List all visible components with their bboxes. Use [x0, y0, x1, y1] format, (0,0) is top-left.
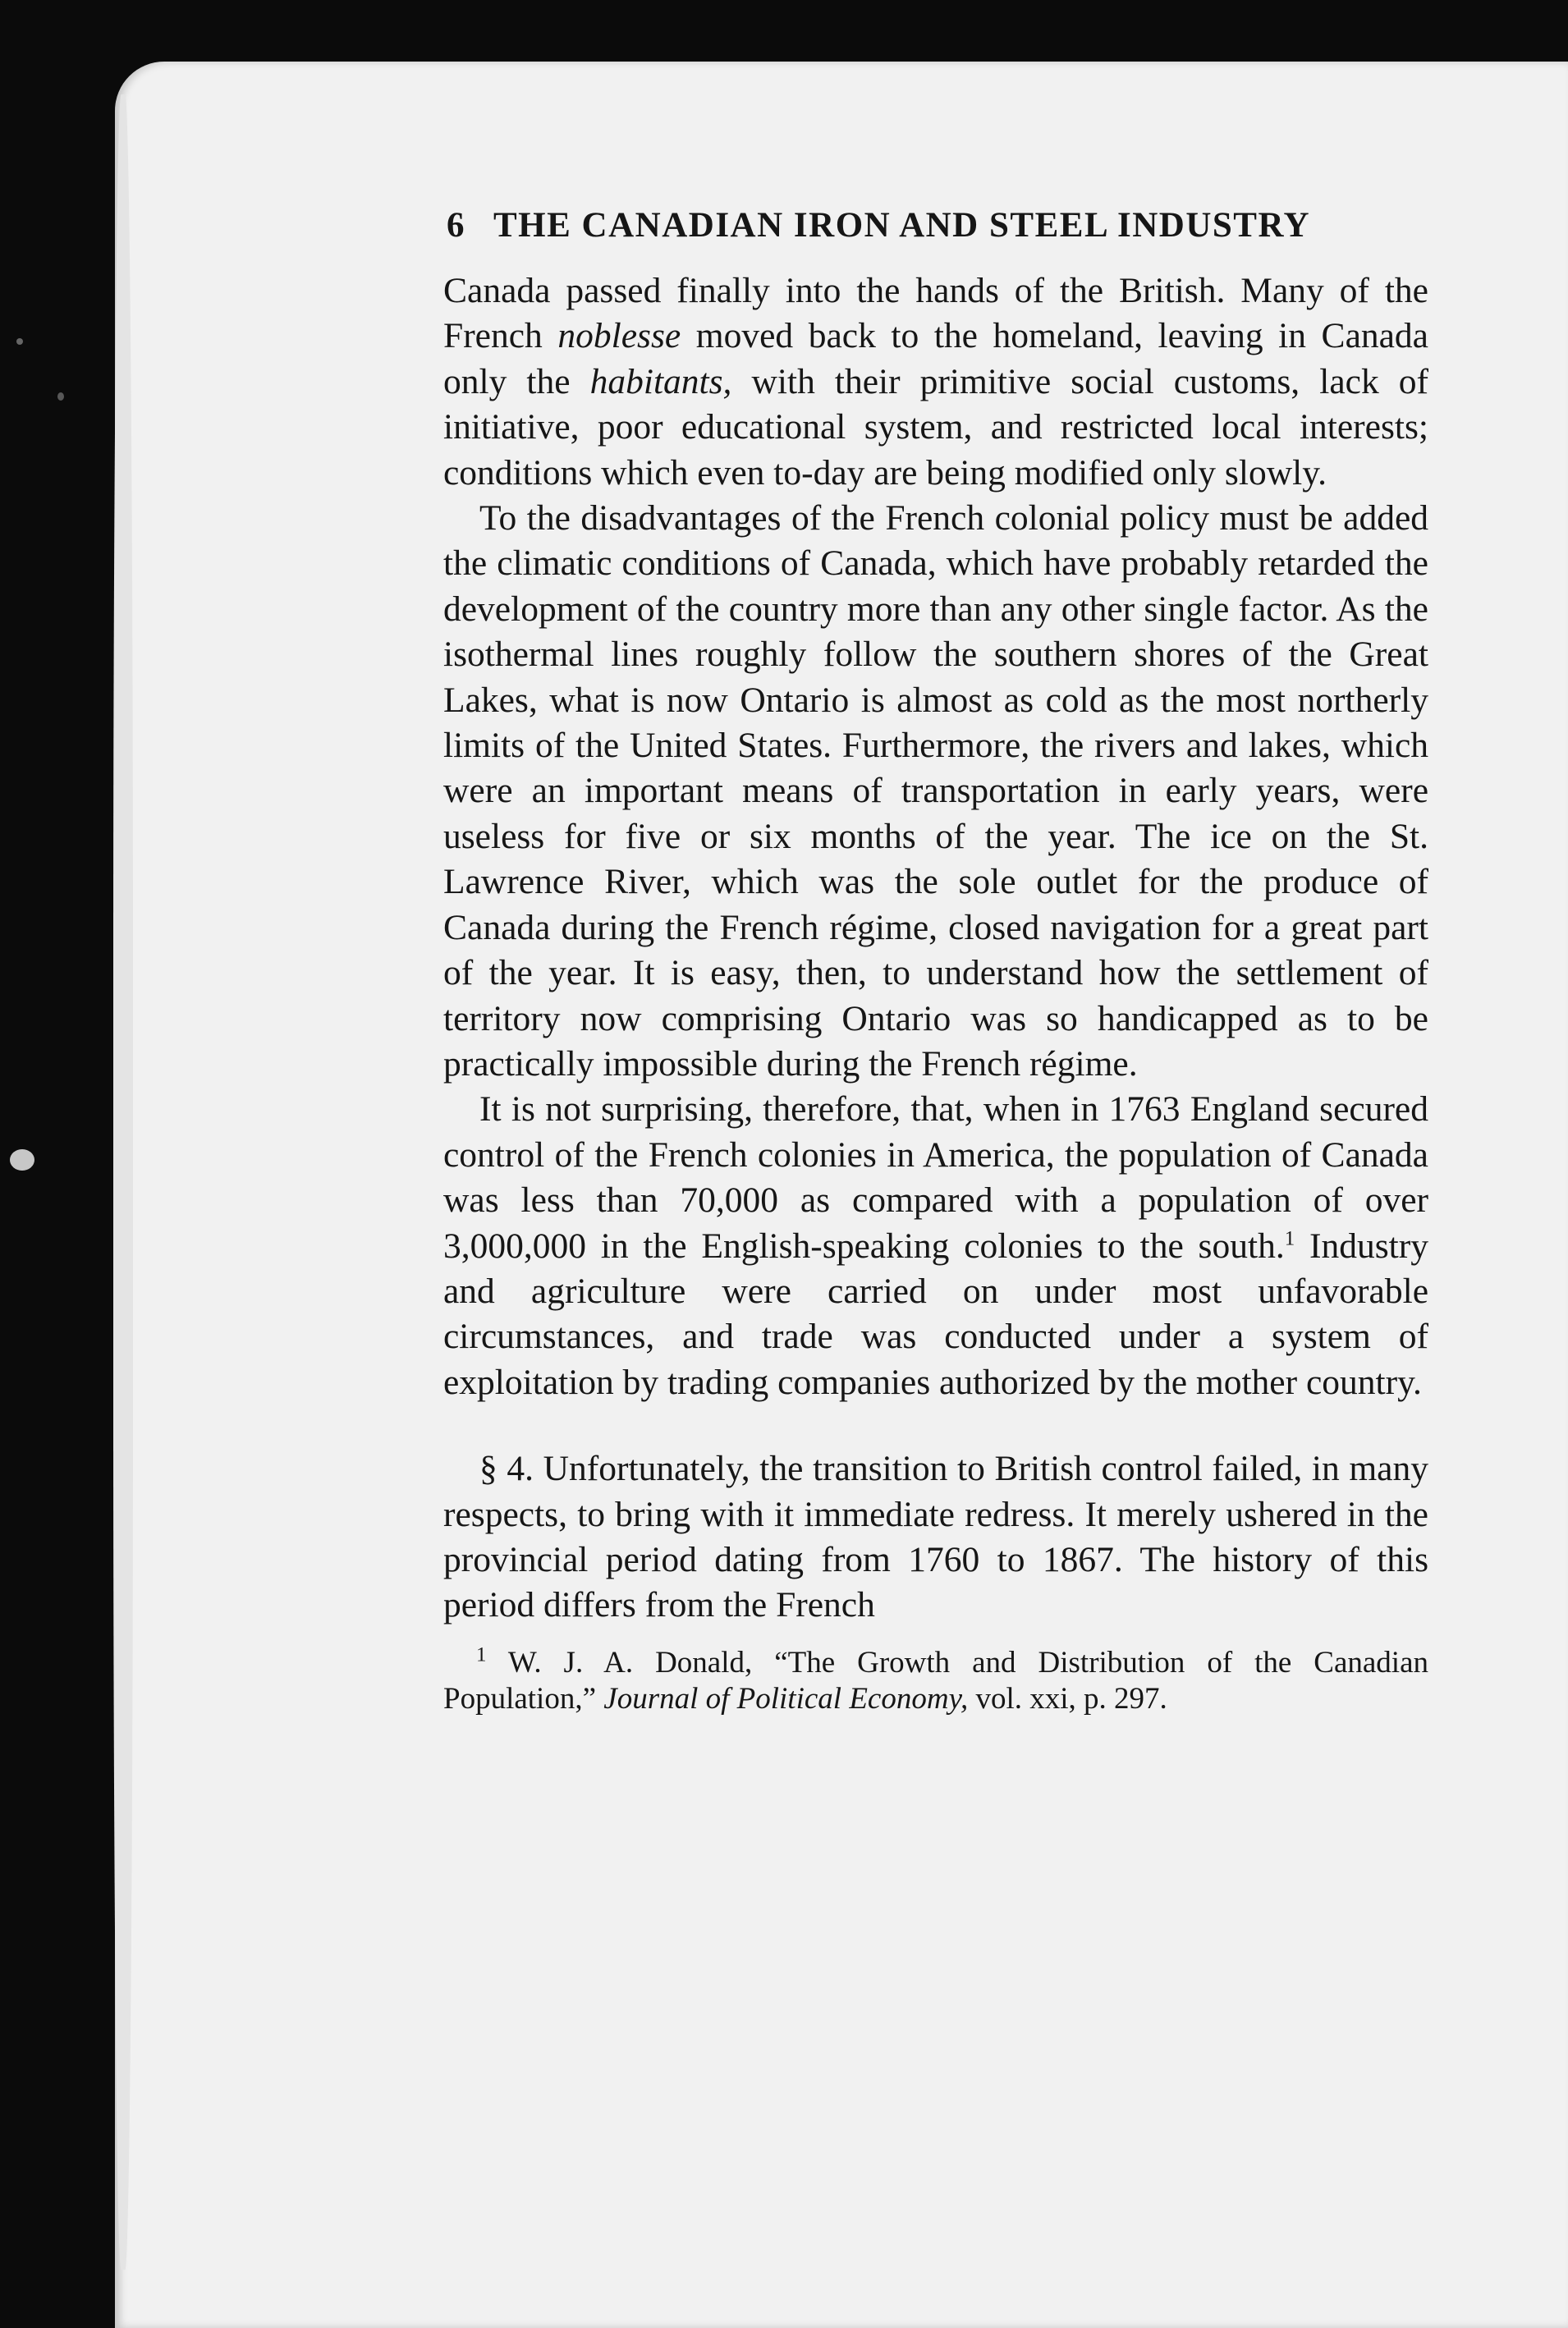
footnote-journal: Journal of Political Economy,	[603, 1681, 969, 1716]
paragraph-1-text-b: moved back to the homeland, leaving in Canada only the	[443, 316, 1428, 401]
italic-habitants: habitants,	[589, 361, 732, 401]
paragraph-3	[443, 1087, 1428, 1405]
section-4-paragraph	[443, 1446, 1428, 1629]
paragraph-1-text-c: with their primitive social customs, lack of initiative, poor educational system, and restricted local interests; conditions which even to-day are being modified only slowly.	[443, 361, 1428, 493]
footnote-author: W. J. A. Donald, “The Growth and Distribution of the Canadian Population,”	[443, 1645, 1428, 1716]
footnote-reference: 1	[1284, 1227, 1295, 1250]
paragraph-3-text-a: It is not surprising, therefore, that, when in 1763 England secured control of the French colonies in America, the population of Canada was less than 70,000 as compared with a population of over 3,000,000 in the English-speaking colonies to the south.	[443, 1089, 1428, 1266]
paragraph-1	[443, 268, 1428, 496]
page-number: 6	[447, 206, 465, 245]
paragraph-3-text-b: Industry and agriculture were carried on under most unfavorable circumstances, and trade was conducted under a system of exploitation by trading companies authorized by the mother country.	[443, 1226, 1428, 1402]
page-edge-highlight	[113, 94, 133, 2270]
footnote-citation: vol. xxi, p. 297.	[975, 1681, 1167, 1716]
running-head	[447, 205, 1428, 245]
footnote-marker: 1	[476, 1643, 487, 1666]
book-title: THE CANADIAN IRON AND STEEL INDUSTRY	[493, 206, 1311, 245]
left-margin-speck	[57, 392, 64, 401]
paragraph-1-text-a: Canada passed finally into the hands of the British. Many of the French	[443, 271, 1428, 356]
left-margin-speck	[16, 338, 23, 345]
paragraph-2: To the disadvantages of the French colonial policy must be added the climatic conditions of Canada, which have probably retarded the development of the country more than any other single factor. As the isothermal lines roughly follow the southern shores of the Great Lakes, what is now Ontario is almost as cold as the most northerly limits of the United States. Furthermore, the rivers and lakes, which were an important means of transportation in early years, were useless for five or six months of the year. The ice on the St. Lawrence River, which was the sole outlet for the produce of Canada during the French régime, closed navigation for a great part of the year. It is easy, then, to understand how the settlement of territory now comprising Ontario was so handicapped as to be practically impossible during the French régime.	[443, 498, 1428, 1084]
footnote	[443, 1645, 1428, 1717]
section-4-text: Unfortunately, the transition to British control failed, in many respects, to bring with it immediate redress. It merely ushered in the provincial period dating from 1760 to 1867. The history of this period differs from the French	[443, 1449, 1428, 1625]
section-mark: § 4.	[479, 1449, 534, 1489]
page-text	[443, 205, 1428, 1717]
left-margin-speck	[10, 1149, 34, 1171]
italic-noblesse: noblesse	[557, 316, 681, 356]
